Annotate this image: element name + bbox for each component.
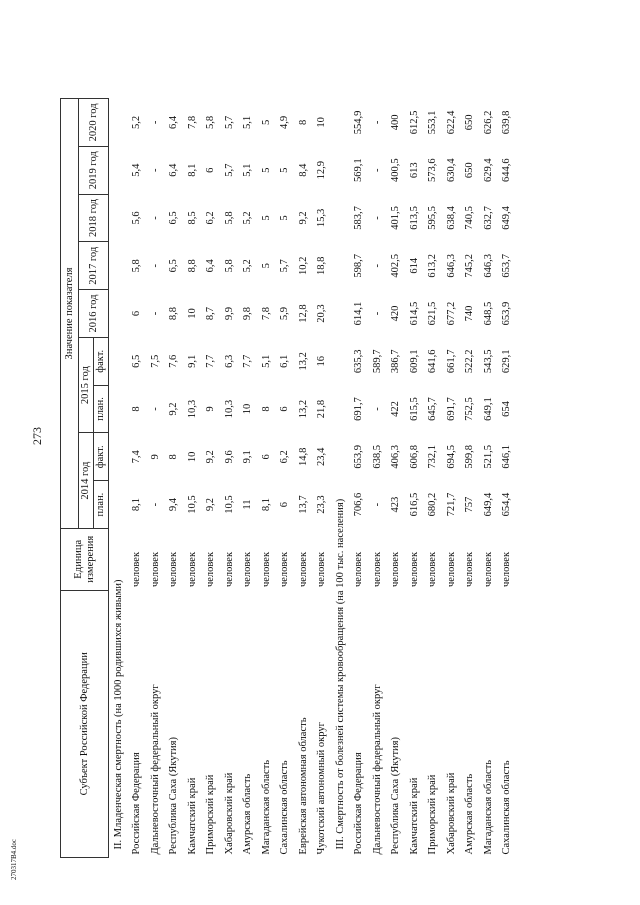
value-cell: 10,5 xyxy=(223,495,235,514)
value-cell: 8 xyxy=(168,454,180,460)
table-row xyxy=(128,99,147,858)
value-cell: - xyxy=(149,407,161,411)
value-cell: 5,7 xyxy=(223,115,235,129)
value-cell: 6 xyxy=(279,501,291,508)
value-cell: - xyxy=(371,168,383,172)
value-cell: 6,1 xyxy=(279,354,291,368)
header-year-2015: 2015 год xyxy=(79,337,94,433)
unit-cell: человек xyxy=(464,551,476,588)
value-cell: - xyxy=(371,502,383,507)
rotated-table-sheet xyxy=(60,98,585,858)
value-cell: 615,5 xyxy=(408,397,420,421)
value-cell: 5,2 xyxy=(131,115,143,129)
value-cell: 6,2 xyxy=(279,450,291,464)
value-cell: 630,4 xyxy=(445,158,457,183)
value-cell: 11 xyxy=(242,499,254,510)
region-name: Чукотский автономный округ xyxy=(316,722,328,855)
region-name: Республика Саха (Якутия) xyxy=(390,737,402,855)
header-year-2016: 2016 год xyxy=(79,290,109,338)
value-cell: 8,8 xyxy=(186,259,198,273)
unit-cell: человек xyxy=(279,551,291,588)
value-cell: 5,6 xyxy=(131,211,143,225)
value-cell: 680,2 xyxy=(427,492,439,517)
table-row xyxy=(442,99,461,858)
value-cell: 757 xyxy=(464,496,476,513)
value-cell: 646,3 xyxy=(445,253,457,278)
value-cell: 745,2 xyxy=(464,253,476,278)
region-name: Сахалинская область xyxy=(501,760,513,855)
value-cell: 5,7 xyxy=(279,259,291,273)
value-cell: 638,5 xyxy=(371,445,383,469)
value-cell: 13,2 xyxy=(297,352,309,371)
value-cell: 644,6 xyxy=(501,158,513,183)
unit-cell: человек xyxy=(149,551,161,588)
unit-cell: человек xyxy=(205,551,217,588)
value-cell: 5 xyxy=(279,167,291,173)
value-cell: 9,2 xyxy=(205,498,217,512)
value-cell: 661,7 xyxy=(445,349,457,374)
table-row xyxy=(405,99,424,858)
value-cell: 13,7 xyxy=(297,495,309,514)
value-cell: 9,2 xyxy=(205,450,217,464)
value-cell: - xyxy=(149,120,161,125)
page-number: 273 xyxy=(30,427,44,445)
value-cell: 5,9 xyxy=(279,306,291,321)
value-cell: 6,2 xyxy=(205,211,217,225)
value-cell: 614 xyxy=(408,257,420,274)
region-name: Хабаровский край xyxy=(223,772,235,855)
value-cell: 653,7 xyxy=(501,253,513,278)
value-cell: 677,2 xyxy=(445,301,457,326)
value-cell: 621,5 xyxy=(427,301,439,326)
value-cell: 5,8 xyxy=(223,259,235,273)
value-cell: 10 xyxy=(186,308,198,319)
value-cell: 6,4 xyxy=(205,259,217,273)
value-cell: 5,8 xyxy=(131,259,143,273)
value-cell: 706,6 xyxy=(353,492,365,517)
header-year-2020: 2020 год xyxy=(79,99,109,147)
unit-cell: человек xyxy=(242,551,254,588)
value-cell: 12,9 xyxy=(316,161,328,180)
value-cell: 9,2 xyxy=(168,402,180,416)
value-cell: 5,4 xyxy=(131,163,143,177)
value-cell: 583,7 xyxy=(353,206,365,230)
value-cell: 5,2 xyxy=(242,211,254,225)
value-cell: 8,1 xyxy=(186,163,198,177)
table-row xyxy=(368,99,387,858)
value-cell: 6,5 xyxy=(131,354,143,368)
value-cell: 23,3 xyxy=(316,495,328,514)
value-cell: 641,6 xyxy=(427,349,439,374)
value-cell: 6 xyxy=(205,167,217,173)
value-cell: 8,1 xyxy=(131,498,143,512)
value-cell: 599,8 xyxy=(464,445,476,469)
table-row xyxy=(202,99,221,858)
value-cell: 10,5 xyxy=(186,495,198,514)
value-cell: - xyxy=(149,311,161,316)
value-cell: 18,8 xyxy=(316,256,328,275)
value-cell: 650 xyxy=(464,162,476,179)
value-cell: 400,5 xyxy=(390,158,402,183)
value-cell: 632,7 xyxy=(482,206,494,230)
value-cell: 8 xyxy=(260,406,272,412)
value-cell: 654 xyxy=(501,401,513,417)
table-row xyxy=(165,99,184,858)
region-name: Российская Федерация xyxy=(131,752,143,855)
header-year-2014: 2014 год xyxy=(79,433,94,529)
footer-filename: 270317B4.doc xyxy=(10,838,18,880)
unit-cell: человек xyxy=(223,551,235,588)
value-cell: 10 xyxy=(242,403,254,415)
value-cell: 406,3 xyxy=(390,445,402,469)
table-row xyxy=(350,99,369,858)
region-name: Дальневосточный федеральный округ xyxy=(149,684,161,855)
value-cell: 649,1 xyxy=(482,397,494,421)
unit-cell: человек xyxy=(316,551,328,588)
value-cell: 649,4 xyxy=(482,492,494,517)
value-cell: 639,8 xyxy=(501,110,513,135)
value-cell: 5,2 xyxy=(242,259,254,273)
value-cell: 522,2 xyxy=(464,349,476,374)
value-cell: 589,7 xyxy=(371,349,383,374)
value-cell: 23,4 xyxy=(316,447,328,466)
value-cell: 613,5 xyxy=(408,206,420,230)
table-row xyxy=(461,99,480,858)
value-cell: 721,7 xyxy=(445,492,457,517)
value-cell: 521,5 xyxy=(482,445,494,469)
value-cell: 6 xyxy=(279,406,291,412)
table-row xyxy=(424,99,443,858)
section-title: II. Младенческая смертность (на 1000 родившихся живыми) xyxy=(112,579,124,850)
table-row xyxy=(220,99,239,858)
value-cell: 9 xyxy=(205,406,217,412)
value-cell: - xyxy=(371,311,383,316)
unit-cell: человек xyxy=(390,551,402,588)
value-cell: 8,1 xyxy=(260,498,272,512)
value-cell: 5 xyxy=(260,263,272,269)
value-cell: 9,1 xyxy=(186,354,198,368)
value-cell: 9,9 xyxy=(223,306,235,321)
region-name: Приморский край xyxy=(205,774,217,855)
value-cell: 5 xyxy=(260,119,272,126)
indicator-table xyxy=(60,98,516,858)
region-name: Дальневосточный федеральный округ xyxy=(371,684,383,855)
value-cell: 752,5 xyxy=(464,397,476,421)
value-cell: 613 xyxy=(408,162,420,179)
value-cell: 12,8 xyxy=(297,304,309,323)
unit-cell: человек xyxy=(131,551,143,588)
value-cell: - xyxy=(149,502,161,507)
value-cell: 5,1 xyxy=(260,354,272,368)
section-header-row xyxy=(331,99,350,858)
value-cell: 691,7 xyxy=(353,397,365,421)
unit-cell: человек xyxy=(445,551,457,588)
value-cell: 9 xyxy=(149,454,161,460)
value-cell: - xyxy=(371,120,383,125)
table-body xyxy=(109,99,517,858)
section-title: III. Смертность от болезней системы кровообращения (на 100 тыс. населения) xyxy=(334,498,346,850)
value-cell: 10 xyxy=(186,451,198,463)
value-cell: 7,7 xyxy=(242,354,254,368)
value-cell: 16 xyxy=(316,356,328,367)
value-cell: 7,4 xyxy=(131,450,143,464)
value-cell: 9,2 xyxy=(297,211,309,225)
value-cell: 648,5 xyxy=(482,301,494,326)
value-cell: 8,5 xyxy=(186,211,198,225)
region-name: Магаданская область xyxy=(260,759,272,855)
value-cell: 401,5 xyxy=(390,206,402,230)
value-cell: 638,4 xyxy=(445,206,457,230)
value-cell: 613,2 xyxy=(427,253,439,278)
value-cell: 5 xyxy=(260,167,272,173)
region-name: Амурская область xyxy=(242,773,254,855)
value-cell: 6 xyxy=(260,454,272,460)
value-cell: 10,3 xyxy=(186,399,198,419)
value-cell: 740 xyxy=(464,305,476,322)
value-cell: 422 xyxy=(390,401,402,417)
header-subject: Субъект Российской Федерации xyxy=(61,590,109,857)
table-row xyxy=(183,99,202,858)
value-cell: 8,4 xyxy=(297,163,309,177)
table-row xyxy=(146,99,165,858)
value-cell: 14,8 xyxy=(297,447,309,466)
region-name: Российская Федерация xyxy=(353,752,365,855)
value-cell: 9,1 xyxy=(242,450,254,464)
unit-cell: человек xyxy=(186,551,198,588)
value-cell: 553,1 xyxy=(427,110,439,135)
value-cell: 694,5 xyxy=(445,445,457,469)
header-plan-2014: план. xyxy=(94,481,109,529)
header-unit: Единица измерения xyxy=(61,528,109,590)
value-cell: 21,8 xyxy=(316,399,328,419)
table-row xyxy=(479,99,498,858)
header-fact-2015: факт. xyxy=(94,337,109,385)
header-year-2018: 2018 год xyxy=(79,194,109,242)
value-cell: 5,8 xyxy=(223,211,235,225)
value-cell: 6 xyxy=(131,310,143,317)
region-name: Приморский край xyxy=(427,774,439,855)
value-cell: 645,7 xyxy=(427,397,439,421)
table-row xyxy=(239,99,258,858)
value-cell: 7,8 xyxy=(260,306,272,321)
value-cell: 740,5 xyxy=(464,206,476,230)
value-cell: 5,7 xyxy=(223,163,235,177)
unit-cell: человек xyxy=(371,551,383,588)
region-name: Камчатский край xyxy=(408,777,420,855)
value-cell: 653,9 xyxy=(501,301,513,326)
value-cell: 15,3 xyxy=(316,208,328,228)
header-fact-2014: факт. xyxy=(94,433,109,481)
value-cell: 420 xyxy=(390,305,402,322)
value-cell: 423 xyxy=(390,496,402,513)
header-year-2019: 2019 год xyxy=(79,146,109,194)
value-cell: 653,9 xyxy=(353,445,365,469)
region-name: Хабаровский край xyxy=(445,772,457,855)
value-cell: 8 xyxy=(297,119,309,126)
value-cell: - xyxy=(371,216,383,220)
value-cell: 20,3 xyxy=(316,304,328,323)
table-row xyxy=(498,99,517,858)
value-cell: 569,1 xyxy=(353,158,365,183)
section-header-row xyxy=(109,99,128,858)
value-cell: 691,7 xyxy=(445,397,457,421)
value-cell: 649,4 xyxy=(501,206,513,230)
value-cell: 614,5 xyxy=(408,301,420,326)
value-cell: 5,8 xyxy=(205,115,217,129)
unit-cell: человек xyxy=(501,551,513,588)
value-cell: 7,8 xyxy=(186,115,198,129)
value-cell: 5 xyxy=(260,215,272,221)
value-cell: 8 xyxy=(131,406,143,412)
value-cell: 9,6 xyxy=(223,450,235,464)
value-cell: - xyxy=(371,264,383,268)
value-cell: 654,4 xyxy=(501,492,513,517)
value-cell: 6,5 xyxy=(168,259,180,273)
header-indicator: Значение показателя xyxy=(61,99,79,529)
header-plan-2015: план. xyxy=(94,385,109,433)
value-cell: 9,4 xyxy=(168,498,180,512)
region-name: Амурская область xyxy=(464,773,476,855)
value-cell: 5,1 xyxy=(242,115,254,129)
value-cell: 629,4 xyxy=(482,158,494,183)
table-header xyxy=(61,99,109,858)
value-cell: 6,5 xyxy=(168,211,180,225)
value-cell: 5,1 xyxy=(242,163,254,177)
unit-cell: человек xyxy=(297,551,309,588)
table-row xyxy=(294,99,313,858)
unit-cell: человек xyxy=(427,551,439,588)
value-cell: 7,6 xyxy=(168,354,180,368)
value-cell: 8,7 xyxy=(205,306,217,321)
region-name: Республика Саха (Якутия) xyxy=(168,737,180,855)
value-cell: 606,8 xyxy=(408,445,420,469)
value-cell: 7,7 xyxy=(205,354,217,368)
value-cell: 598,7 xyxy=(353,253,365,278)
value-cell: 629,1 xyxy=(501,349,513,374)
unit-cell: человек xyxy=(482,551,494,588)
value-cell: 573,6 xyxy=(427,158,439,183)
value-cell: 732,1 xyxy=(427,445,439,469)
value-cell: - xyxy=(149,264,161,268)
value-cell: 595,5 xyxy=(427,206,439,230)
region-name: Камчатский край xyxy=(186,777,198,855)
value-cell: 13,2 xyxy=(297,399,309,419)
region-name: Магаданская область xyxy=(482,759,494,855)
value-cell: 635,3 xyxy=(353,349,365,374)
value-cell: 10,3 xyxy=(223,399,235,419)
value-cell: - xyxy=(371,407,383,411)
unit-cell: человек xyxy=(260,551,272,588)
value-cell: 554,9 xyxy=(353,110,365,135)
region-name: Еврейская автономная область xyxy=(297,717,309,855)
value-cell: 5 xyxy=(279,215,291,221)
header-year-2017: 2017 год xyxy=(79,242,109,290)
region-name: Сахалинская область xyxy=(279,760,291,855)
value-cell: 9,8 xyxy=(242,306,254,321)
value-cell: 7,5 xyxy=(149,354,161,368)
value-cell: 6,3 xyxy=(223,354,235,368)
value-cell: - xyxy=(149,168,161,172)
value-cell: 646,1 xyxy=(501,445,513,469)
value-cell: 402,5 xyxy=(390,253,402,278)
table-row xyxy=(313,99,332,858)
value-cell: 10 xyxy=(316,117,328,128)
value-cell: 616,5 xyxy=(408,492,420,517)
value-cell: 6,4 xyxy=(168,163,180,177)
unit-cell: человек xyxy=(168,551,180,588)
table-row xyxy=(257,99,276,858)
value-cell: 10,2 xyxy=(297,256,309,275)
value-cell: 6,4 xyxy=(168,115,180,129)
value-cell: 386,7 xyxy=(390,349,402,374)
value-cell: 622,4 xyxy=(445,110,457,135)
value-cell: 4,9 xyxy=(279,115,291,129)
table-row xyxy=(387,99,406,858)
value-cell: 543,5 xyxy=(482,349,494,374)
unit-cell: человек xyxy=(353,551,365,588)
value-cell: 650 xyxy=(464,114,476,131)
value-cell: 612,5 xyxy=(408,110,420,135)
value-cell: 609,1 xyxy=(408,349,420,374)
value-cell: - xyxy=(149,216,161,220)
value-cell: 646,3 xyxy=(482,253,494,278)
unit-cell: человек xyxy=(408,551,420,588)
value-cell: 626,2 xyxy=(482,110,494,135)
value-cell: 400 xyxy=(390,114,402,131)
value-cell: 8,8 xyxy=(168,306,180,321)
value-cell: 614,1 xyxy=(353,301,365,326)
table-row xyxy=(276,99,295,858)
